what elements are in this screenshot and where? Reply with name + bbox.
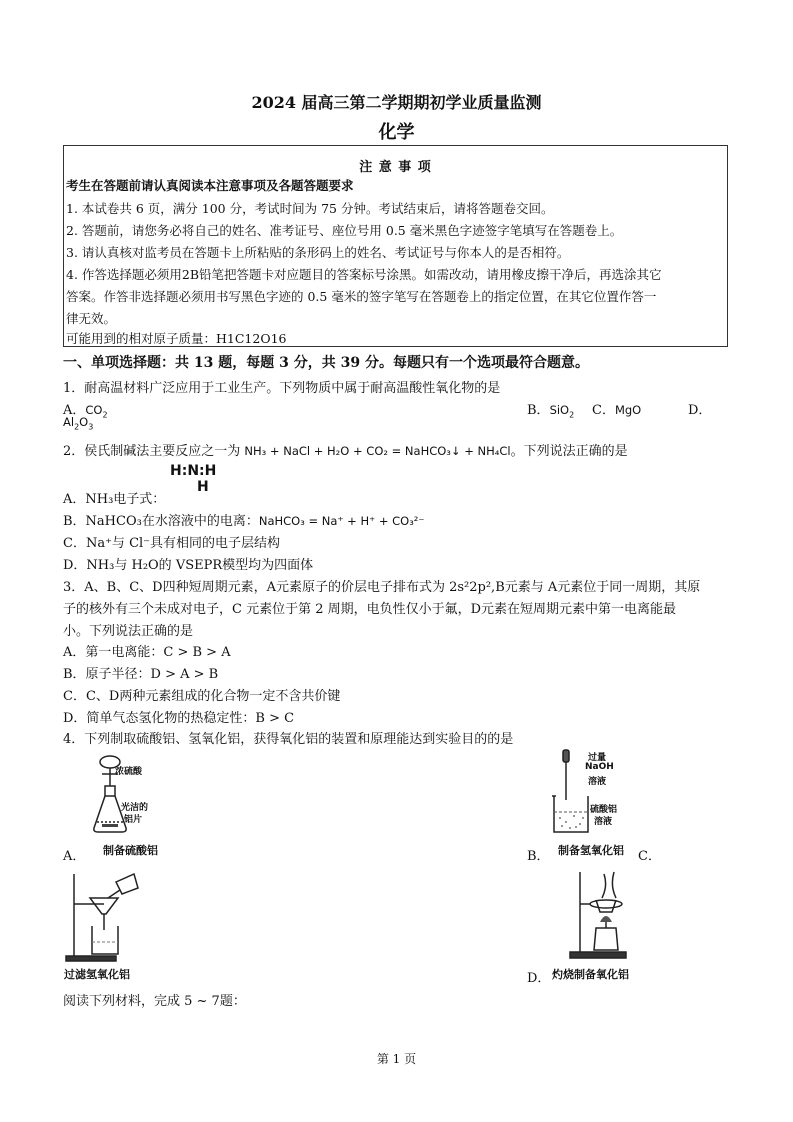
q1-b-formula (549, 403, 575, 420)
q3-line-3: 小。下列说法正确的是 (63, 624, 194, 639)
q3-option-d: D．简单气态氢化物的热稳定性：B > C (63, 711, 295, 726)
q1-d-sub2: 3 (88, 422, 94, 432)
caption-a: 制备硫酸铝 (103, 844, 158, 857)
q1-a-sub: 2 (102, 410, 108, 420)
q1-d-formula (63, 415, 94, 432)
q2-stem-pre: 2．侯氏制碱法主要反应之一为 (63, 444, 245, 459)
q1-option-c (592, 399, 641, 418)
q2-equation: NH₃ + NaCl + H₂O + CO₂ = NaHCO₃↓ + NH₄Cl (244, 444, 511, 458)
notice-box (63, 145, 728, 347)
q1-option-b (527, 399, 574, 419)
q3-line-1: 3．A、B、C、D四种短周期元素，A元素原子的价层电子排布式为 2s²2p²,B元素与 A元素位于同一周期，其原 (63, 580, 701, 595)
q1-b-text: SiO (549, 403, 570, 417)
q1-b-label: B． (527, 403, 550, 418)
tag-clean: 光洁的 (121, 803, 149, 813)
q3-option-b: B．原子半径：D > A > B (63, 667, 219, 682)
lewis-bottom-h: H (197, 479, 209, 495)
q3-option-c: C．C、D两种元素组成的化合物一定不含共价键 (63, 689, 341, 704)
q1-d-sub1: 2 (74, 422, 80, 432)
q1-a-label: A． (63, 403, 86, 418)
apparatus-d-figure (550, 864, 640, 964)
q1-c-label: C． (592, 403, 615, 418)
q4-option-c-label: C． (638, 849, 661, 864)
tag-excess: 过量 (588, 753, 607, 763)
caption-c: 过滤氢氧化铝 (64, 968, 130, 981)
notice-item-4-end: 律无效。 (66, 311, 117, 326)
nh3-lewis-structure (170, 463, 216, 495)
notice-item-4: 4. 作答选择题必须用2B铅笔把答题卡对应题目的答案标号涂黑。如需改动，请用橡皮擦干净后，再选涂其它 (66, 267, 662, 282)
page-number: 第 1 页 (376, 1052, 417, 1066)
q2-b-pre: B．NaHCO₃在水溶液中的电离： (63, 514, 259, 529)
q2-b-equation: NaHCO₃ = Na⁺ + H⁺ + CO₃²⁻ (258, 514, 425, 528)
q2-stem (63, 440, 628, 459)
notice-intro: 考生在答题前请认真阅读本注意事项及各题答题要求 (66, 178, 354, 193)
caption-b: 制备氢氧化铝 (558, 844, 624, 857)
apparatus-c-figure (64, 868, 154, 964)
q2-option-a: A．NH₃电子式： (63, 492, 166, 507)
tag-conc-sulfuric: 浓硫酸 (115, 767, 143, 777)
tag-naoh: NaOH (585, 762, 614, 772)
q2-option-d: D．NH₃与 H₂O的 VSEPR模型均为四面体 (63, 558, 314, 573)
q2-option-b (63, 510, 424, 529)
q3-line-2: 子的核外有三个未成对电子，C 元素位于第 2 周期，电负性仅小于氟，D元素在短周期元素中第一电离能最 (63, 602, 677, 617)
q1-option-d-label: D． (688, 403, 712, 418)
q1-option-d (63, 415, 93, 431)
q4-stem: 4．下列制取硫酸铝、氢氧化铝，获得氧化铝的装置和原理能达到实验目的的是 (63, 732, 514, 747)
notice-heading: 注 意 事 项 (359, 160, 432, 175)
lewis-top-row: H:N:H (170, 463, 217, 479)
q4-option-b-label: B． (527, 849, 550, 864)
notice-item-2: 2. 答题前，请您务必将自己的姓名、准考证号、座位号用 0.5 毫米黑色字迹签字笔填写在答题卷上。 (66, 223, 623, 238)
q1-b-sub: 2 (569, 410, 575, 420)
notice-item-1: 1. 本试卷共 6 页，满分 100 分，考试时间为 75 分钟。考试结束后，请将答题卷交回。 (66, 201, 554, 216)
q4-option-d-label: D． (527, 971, 551, 986)
q2-stem-post: 。下列说法正确的是 (510, 444, 628, 459)
q4-option-a-label: A． (63, 849, 86, 864)
q2-option-c: C．Na⁺与 Cl⁻具有相同的电子层结构 (63, 536, 281, 551)
exam-title: 2024 届高三第二学期期初学业质量监测 (251, 93, 542, 112)
q1-a-text: CO (85, 403, 103, 417)
tag-al-sulfate: 硫酸铝 (590, 805, 618, 815)
section-title: 一、单项选择题：共 13 题，每题 3 分，共 39 分。每题只有一个选项最符合题意。 (63, 355, 589, 371)
tag-al-sheet: 铝片 (124, 815, 143, 825)
q3-option-a: A．第一电离能：C > B > A (63, 645, 231, 660)
q1-d-text: Al (63, 415, 75, 429)
atomic-mass-note: 可能用到的相对原子质量：H1C12O16 (66, 331, 287, 346)
notice-item-3: 3. 请认真核对监考员在答题卡上所粘贴的条形码上的姓名、考试证号与你本人的是否相符。 (66, 245, 570, 260)
q1-d-o: O (79, 415, 89, 429)
q1-stem: 1．耐高温材料广泛应用于工业生产。下列物质中属于耐高温酸性氧化物的是 (63, 381, 501, 396)
reading-prompt: 阅读下列材料，完成 5 ~ 7题： (63, 994, 246, 1009)
notice-item-4-cont: 答案。作答非选择题必须用书写黑色字迹的 0.5 毫米的签字笔写在答题卷上的指定位置，在其它位置作答一 (66, 289, 657, 304)
tag-solution: 溶液 (588, 777, 607, 787)
q1-c-formula: MgO (614, 403, 642, 417)
subject-title: 化学 (378, 122, 415, 143)
tag-solution-2: 溶液 (594, 817, 613, 827)
caption-d: 灼烧制备氧化铝 (552, 968, 629, 981)
